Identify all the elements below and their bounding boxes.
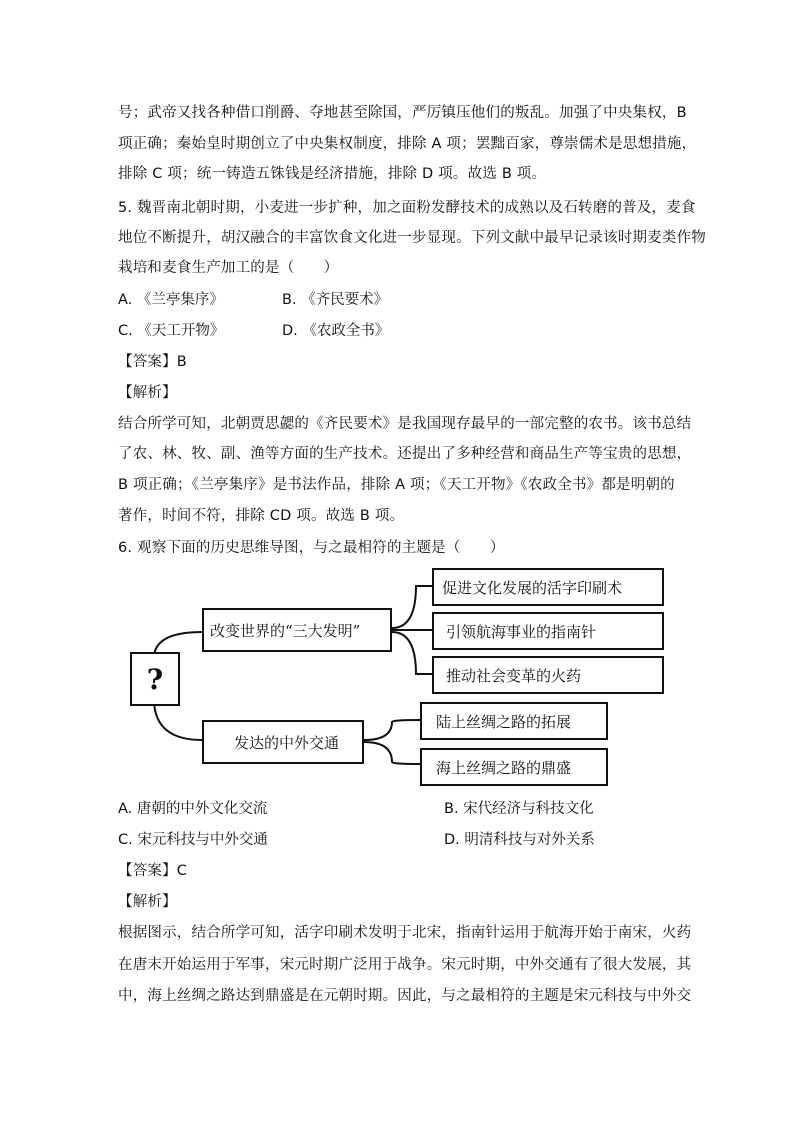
paragraph-line: 排除 C 项；统一铸造五铢钱是经济措施，排除 D 项。故选 B 项。 xyxy=(118,166,547,182)
q5-stem-line: 地位不断提升，胡汉融合的丰富饮食文化进一步显现。下列文献中最早记录该时期麦类作物 xyxy=(118,230,706,246)
q6-analysis-label: 【解析】 xyxy=(118,894,177,910)
q6-analysis-line: 根据图示，结合所学可知，活字印刷术发明于北宋，指南针运用于航海开始于南宋，火药 xyxy=(118,925,692,941)
q6-option-a: A. 唐朝的中外文化交流 xyxy=(118,801,268,817)
leaf-printing: 促进文化发展的活字印刷术 xyxy=(432,568,664,606)
paragraph-line: 项正确；秦始皇时期创立了中央集权制度，排除 A 项；罢黜百家，尊崇儒术是思想措施， xyxy=(118,136,697,152)
q5-stem-line: 5. 魏晋南北朝时期，小麦进一步扩种，加之面粉发酵技术的成熟以及石转磨的普及，麦食 xyxy=(118,200,696,216)
connector-line xyxy=(154,702,202,740)
leaf-land-silk-road: 陆上丝绸之路的拓展 xyxy=(420,702,608,740)
branch-transport: 发达的中外交通 xyxy=(202,720,364,764)
mind-map-diagram xyxy=(126,566,666,788)
leaf-gunpowder: 推动社会变革的火药 xyxy=(432,656,664,694)
q6-option-d: D. 明清科技与对外关系 xyxy=(444,832,595,848)
leaf-compass: 引领航海事业的指南针 xyxy=(432,612,664,650)
q5-stem-line: 栽培和麦食生产加工的是（ ） xyxy=(118,260,339,276)
q5-analysis-line: B 项正确；《兰亭集序》是书法作品，排除 A 项；《天工开物》《农政全书》都是明朝的 xyxy=(118,477,675,493)
q6-analysis-line: 在唐末开始运用于军事，宋元时期广泛用于战争。宋元时期，中外交通有了很大发展，其 xyxy=(118,957,692,973)
q6-option-c: C. 宋元科技与中外交通 xyxy=(118,832,268,848)
connector-line xyxy=(392,632,432,674)
leaf-sea-silk-road: 海上丝绸之路的鼎盛 xyxy=(420,748,608,786)
q5-answer: 【答案】B xyxy=(118,354,187,370)
connector-line xyxy=(364,742,420,764)
q5-option-c: C. 《天工开物》 xyxy=(118,323,225,339)
paragraph-line: 号；武帝又找各种借口削爵、夺地甚至除国，严厉镇压他们的叛乱。加强了中央集权，B xyxy=(118,105,687,121)
q6-answer: 【答案】C xyxy=(118,863,188,879)
q5-analysis-line: 了农、林、牧、副、渔等方面的生产技术。还提出了多种经营和商品生产等宝贵的思想， xyxy=(118,446,692,462)
q5-analysis-label: 【解析】 xyxy=(118,385,177,401)
q6-analysis-line: 中，海上丝绸之路达到鼎盛是在元朝时期。因此，与之最相符的主题是宋元科技与中外交 xyxy=(118,988,692,1004)
q5-option-b: B. 《齐民要术》 xyxy=(282,292,389,308)
q5-option-d: D. 《农政全书》 xyxy=(282,323,390,339)
q6-option-b: B. 宋代经济与科技文化 xyxy=(444,801,594,817)
q6-stem: 6. 观察下面的历史思维导图，与之最相符的主题是（ ） xyxy=(118,540,505,556)
branch-three-inventions: 改变世界的“三大发明” xyxy=(202,608,392,652)
connector-line xyxy=(392,586,432,628)
q5-analysis-line: 结合所学可知，北朝贾思勰的《齐民要术》是我国现存最早的一部完整的农书。该书总结 xyxy=(118,416,692,432)
connector-line xyxy=(364,720,420,740)
q5-analysis-line: 著作，时间不符，排除 CD 项。故选 B 项。 xyxy=(118,508,405,524)
q5-option-a: A. 《兰亭集序》 xyxy=(118,292,224,308)
center-question-box: ? xyxy=(130,652,180,706)
